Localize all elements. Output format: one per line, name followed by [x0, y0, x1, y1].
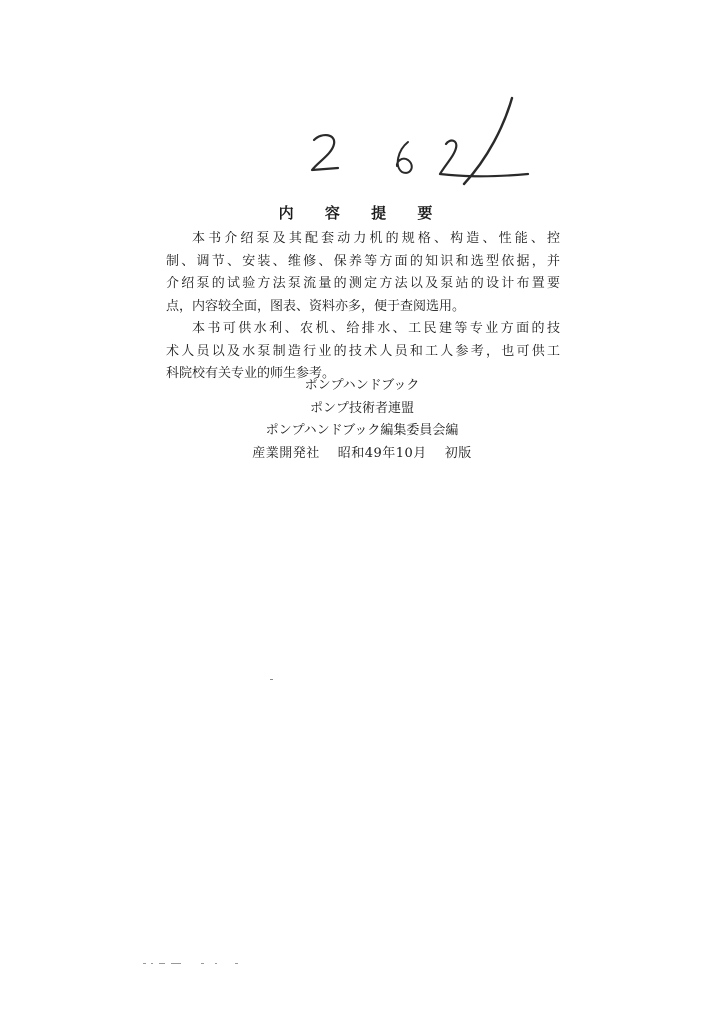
summary-p1-line-1: 本书介绍泵及其配套动力机的规格、构造、性能、控 [192, 231, 560, 246]
source-edition: 初版 [444, 445, 472, 461]
source-author: ポンプ技術者連盟 [309, 400, 414, 416]
summary-p2-line-2: 术人员以及水泵制造行业的技术人员和工人参考，也可供工 [166, 343, 560, 359]
source-citation [0, 375, 724, 465]
source-date: 昭和49年10月 [337, 445, 427, 461]
scan-noise [143, 952, 243, 958]
summary-p2-line-1: 本书可供水利、农机、给排水、工民建等专业方面的技 [192, 321, 560, 336]
summary-text [166, 228, 560, 386]
summary-p2-line-3: 科院校有关专业的师生参考。 [166, 366, 336, 381]
summary-heading: 内 容 提 要 [278, 204, 446, 222]
source-publication-line [0, 443, 724, 466]
handwritten-mark-drawing [300, 92, 540, 192]
handwritten-catalog-mark [300, 92, 540, 192]
summary-p1-line-3: 介绍泵的试验方法泵流量的测定方法以及泵站的设计布置要 [166, 276, 560, 291]
summary-p1-line-4: 点，内容较全面，图表、资料亦多，便于查阅选用。 [166, 298, 466, 314]
scan-speck [270, 666, 274, 668]
source-editor: ポンプハンドブック編集委員会編 [265, 423, 459, 438]
source-publisher: 産業開発社 [252, 445, 320, 461]
source-title: ポンプハンドブック [304, 378, 420, 393]
summary-p1-line-2: 制、调节、安装、维修、保养等方面的知识和选型依据，并 [166, 253, 560, 269]
